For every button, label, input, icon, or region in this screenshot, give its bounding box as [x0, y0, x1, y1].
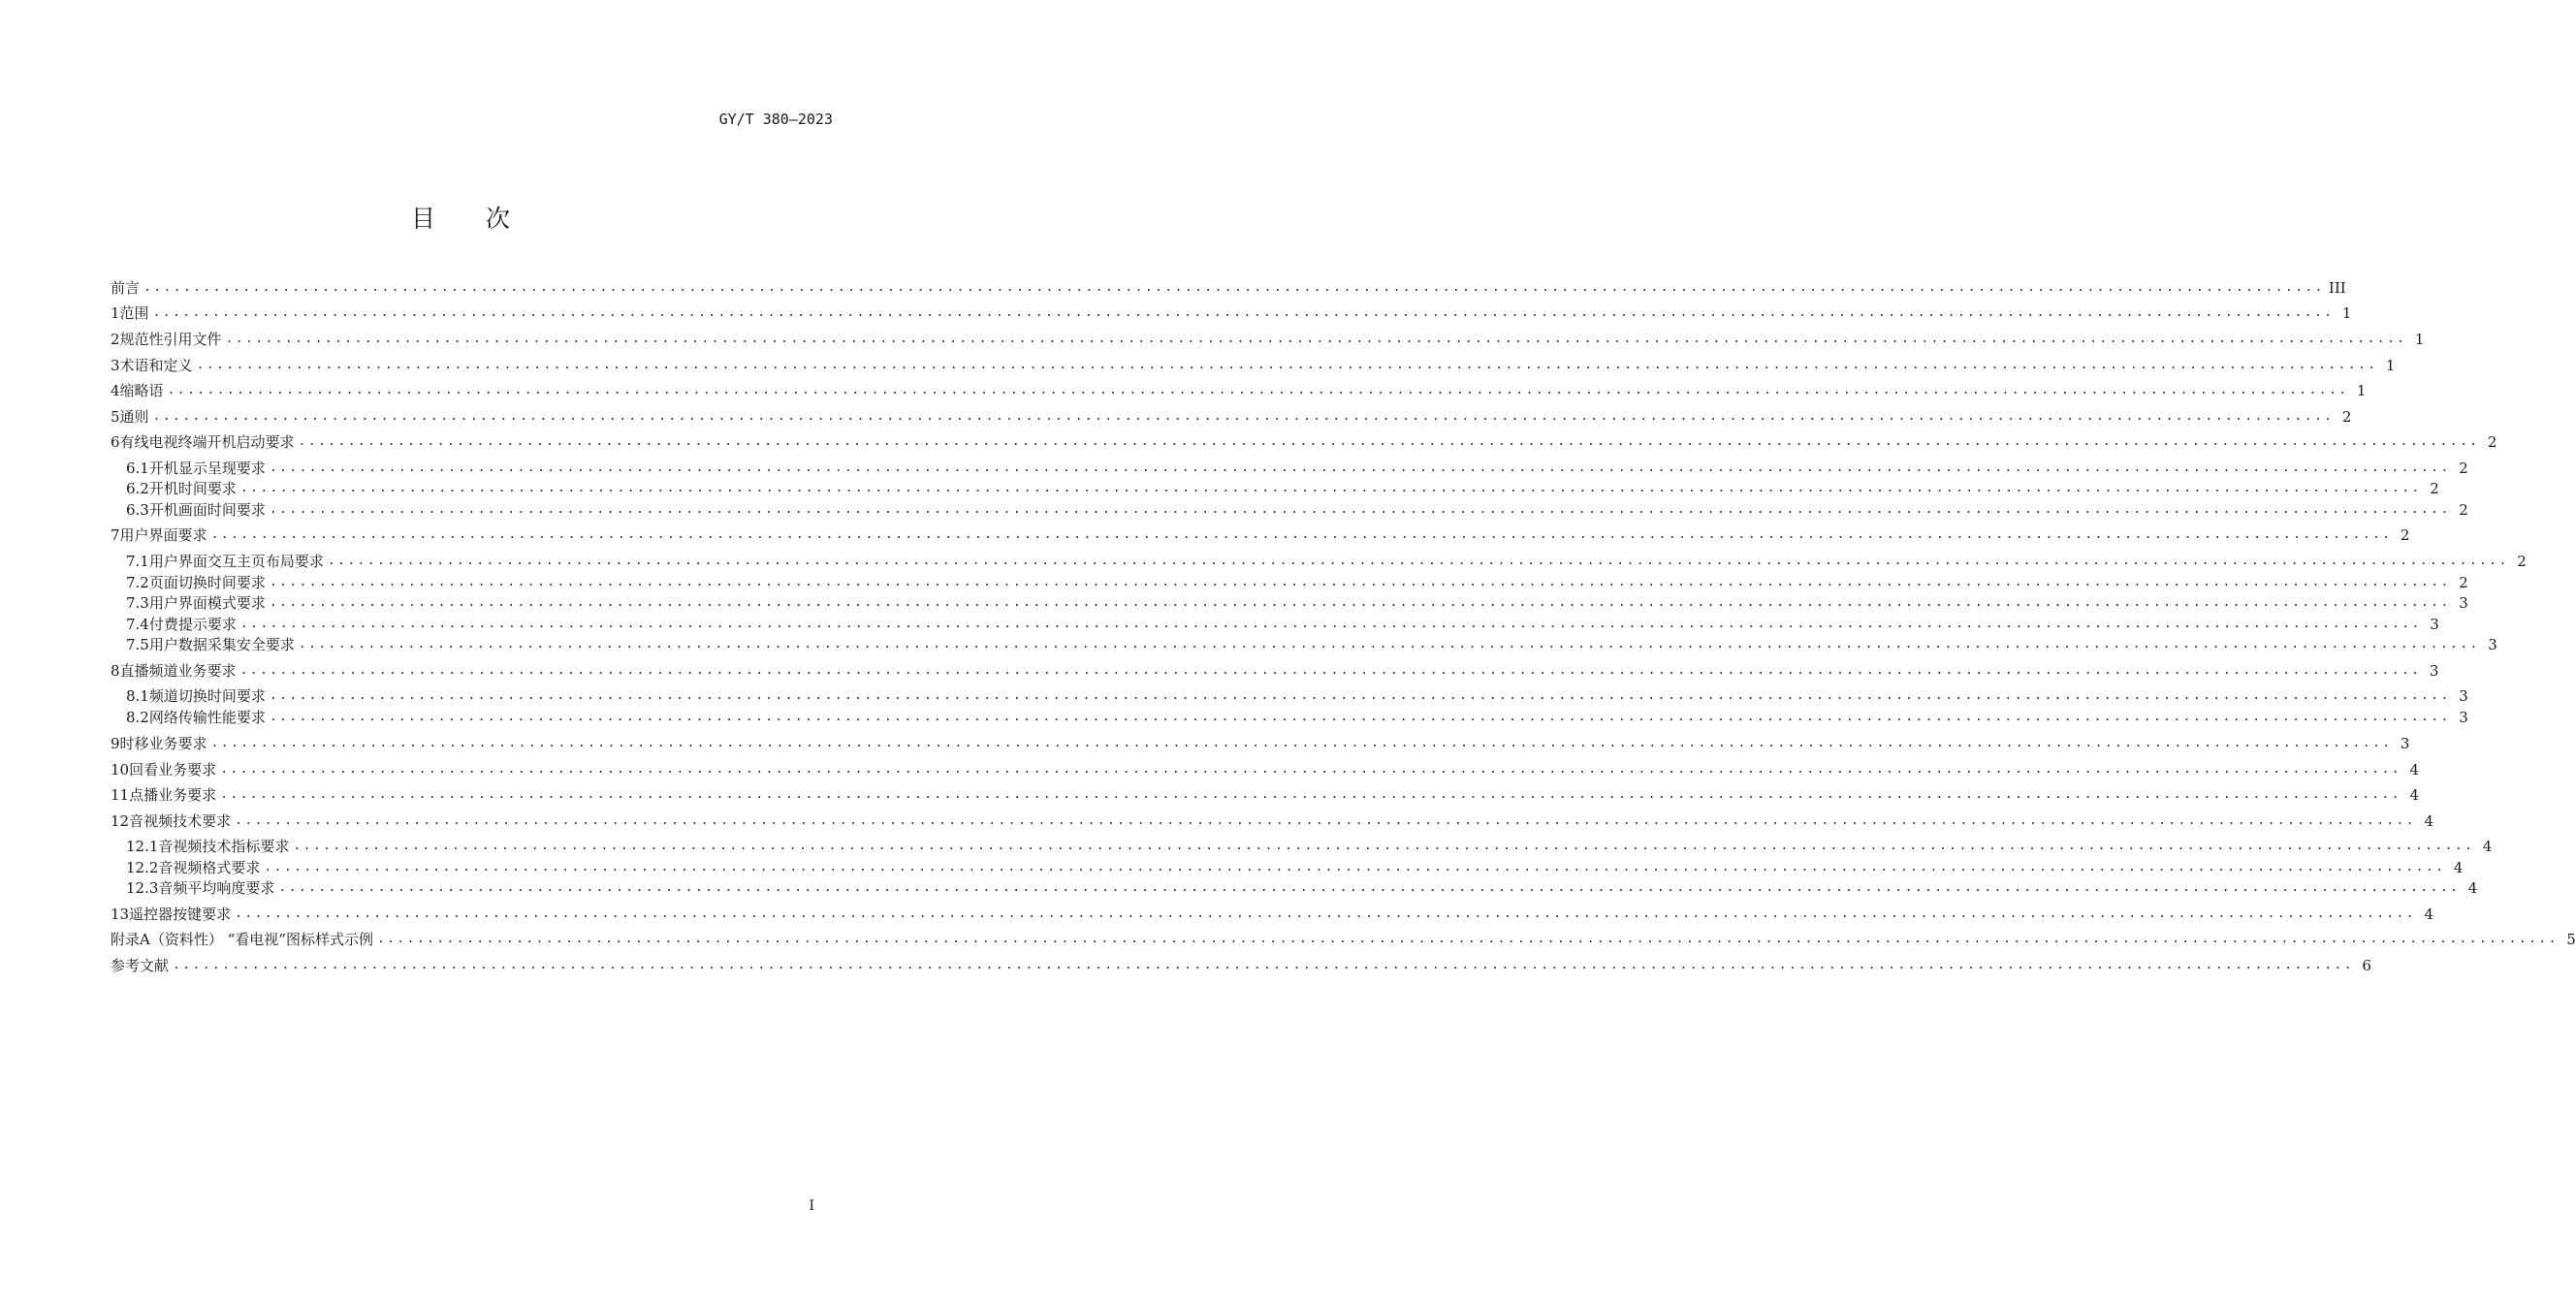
- toc-entry[interactable]: [111, 930, 2576, 949]
- toc-dot-leader: ............................................................................................................................................................................................................................: [269, 502, 2451, 517]
- page-title: 目 次: [411, 205, 531, 233]
- toc-entry-page: 5: [2566, 931, 2576, 948]
- toc-entry[interactable]: [111, 878, 2478, 898]
- toc-entry-label: 开机显示呈现要求: [148, 460, 266, 477]
- toc-entry-label: 音视频技术指标要求: [158, 838, 290, 855]
- toc-entry[interactable]: [111, 837, 2493, 856]
- toc-entry[interactable]: [111, 956, 2371, 975]
- toc-entry-label: 频道切换时间要求: [148, 687, 266, 705]
- toc-entry-page: 4: [2424, 812, 2433, 830]
- toc-entry-number: 8.1: [126, 687, 149, 705]
- toc-dot-leader: ............................................................................................................................................................................................................................: [239, 663, 2422, 678]
- toc-dot-leader: ............................................................................................................................................................................................................................: [269, 575, 2451, 589]
- toc-entry-page: 2: [2400, 526, 2410, 544]
- toc-dot-leader: ............................................................................................................................................................................................................................: [298, 637, 2480, 652]
- toc-entry-page: 4: [2409, 786, 2419, 804]
- toc-entry[interactable]: [111, 303, 2352, 323]
- toc-dot-leader: ............................................................................................................................................................................................................................: [143, 280, 2325, 295]
- toc-entry-number: 6.2: [126, 480, 149, 497]
- toc-dot-leader: ............................................................................................................................................................................................................................: [225, 332, 2407, 346]
- toc-entry[interactable]: [111, 635, 2497, 654]
- toc-entry-page: 3: [2400, 735, 2410, 752]
- toc-entry-label: 开机时间要求: [148, 480, 237, 497]
- toc-entry-page: 2: [2341, 408, 2352, 426]
- toc-entry-page: 4: [2467, 879, 2478, 897]
- toc-entry-page: 4: [2409, 761, 2419, 779]
- toc-entry-label: 音频平均响度要求: [158, 879, 275, 897]
- toc-entry-number: 8: [111, 662, 120, 680]
- toc-dot-leader: ............................................................................................................................................................................................................................: [152, 305, 2335, 320]
- toc-dot-leader: ............................................................................................................................................................................................................................: [278, 880, 2461, 895]
- toc-entry-label: 音视频格式要求: [158, 859, 261, 876]
- toc-entry-page: 1: [2341, 304, 2352, 322]
- toc-entry-label: 术语和定义: [119, 357, 193, 374]
- toc-entry-number: 12.3: [126, 879, 159, 897]
- toc-entry-number: 3: [111, 357, 120, 374]
- toc-dot-leader: ............................................................................................................................................................................................................................: [235, 813, 2416, 828]
- toc-entry-page: 2: [2459, 501, 2468, 519]
- toc-entry-label: 回看业务要求: [129, 761, 217, 779]
- toc-entry-page: 2: [2459, 574, 2468, 591]
- toc-dot-leader: ............................................................................................................................................................................................................................: [173, 958, 2354, 972]
- toc-entry-label: 点播业务要求: [129, 786, 217, 804]
- toc-entry-number: 7.5: [126, 636, 149, 653]
- toc-entry-page: 4: [2482, 838, 2493, 855]
- toc-entry[interactable]: [111, 905, 2433, 924]
- toc-entry-page: 2: [2517, 553, 2527, 570]
- toc-entry-page: 1: [2385, 357, 2396, 374]
- toc-entry-number: 7.3: [126, 594, 149, 612]
- footer-page-number: I: [809, 1198, 814, 1214]
- toc-entry-label: 附录A（资料性） “看电视”图标样式示例: [111, 931, 373, 948]
- toc-dot-leader: ............................................................................................................................................................................................................................: [327, 554, 2509, 568]
- toc-entry[interactable]: [111, 760, 2419, 779]
- toc-dot-leader: ............................................................................................................................................................................................................................: [269, 461, 2451, 475]
- toc-dot-leader: ............................................................................................................................................................................................................................: [196, 358, 2378, 372]
- toc-entry-number: 9: [111, 735, 120, 752]
- toc-entry-label: 用户界面要求: [119, 526, 207, 544]
- toc-entry[interactable]: [111, 500, 2468, 520]
- toc-entry-number: 5: [111, 408, 120, 426]
- toc-entry-label: 音视频技术要求: [129, 812, 232, 830]
- toc-entry-number: 6.1: [126, 460, 149, 477]
- toc-dot-leader: ............................................................................................................................................................................................................................: [152, 409, 2335, 424]
- toc-entry-page: 4: [2424, 906, 2433, 923]
- toc-entry-page: 3: [2459, 709, 2468, 726]
- toc-dot-leader: ............................................................................................................................................................................................................................: [298, 434, 2480, 449]
- toc-entry-page: 1: [2414, 331, 2425, 348]
- toc-entry-number: 7.2: [126, 574, 149, 591]
- toc-entry-number: 7.1: [126, 553, 149, 570]
- toc-dot-leader: ............................................................................................................................................................................................................................: [264, 860, 2446, 874]
- toc-entry-number: 12: [111, 812, 130, 830]
- toc-entry[interactable]: [111, 552, 2527, 571]
- toc-entry-number: 12.2: [126, 859, 159, 876]
- toc-entry-number: 2: [111, 331, 120, 348]
- toc-entry[interactable]: [111, 432, 2497, 452]
- toc-entry[interactable]: [111, 708, 2468, 727]
- toc-dot-leader: ............................................................................................................................................................................................................................: [269, 595, 2451, 610]
- toc-entry-page: 2: [2459, 460, 2468, 477]
- toc-entry-number: 1: [111, 304, 120, 322]
- toc-entry[interactable]: [111, 858, 2464, 877]
- toc-entry-label: 前言: [111, 279, 141, 297]
- toc-entry[interactable]: [111, 407, 2352, 427]
- toc-dot-leader: ............................................................................................................................................................................................................................: [220, 787, 2401, 802]
- toc-dot-leader: ............................................................................................................................................................................................................................: [269, 710, 2451, 724]
- toc-entry-page: 3: [2459, 594, 2468, 612]
- toc-entry-page: 1: [2356, 382, 2367, 399]
- toc-entry[interactable]: [111, 661, 2439, 681]
- toc-dot-leader: ............................................................................................................................................................................................................................: [235, 906, 2416, 921]
- toc-entry[interactable]: [111, 785, 2419, 805]
- toc-entry-label: 范围: [119, 304, 149, 322]
- toc-entry-label: 缩略语: [119, 382, 164, 399]
- toc-dot-leader: ............................................................................................................................................................................................................................: [210, 527, 2393, 542]
- toc-dot-leader: ............................................................................................................................................................................................................................: [269, 688, 2451, 703]
- toc-entry[interactable]: [111, 479, 2439, 498]
- toc-entry-label: 用户数据采集安全要求: [148, 636, 295, 653]
- toc-entry-label: 用户界面交互主页布局要求: [148, 553, 324, 570]
- toc-entry[interactable]: [111, 356, 2396, 375]
- toc-entry-label: 时移业务要求: [119, 735, 207, 752]
- toc-entry-page: 6: [2362, 957, 2371, 974]
- toc-entry-number: 7.4: [126, 616, 149, 633]
- toc-entry-label: 页面切换时间要求: [148, 574, 266, 591]
- toc-dot-leader: ............................................................................................................................................................................................................................: [293, 839, 2475, 853]
- toc-entry-page: 3: [2430, 616, 2439, 633]
- toc-entry-label: 遥控器按键要求: [129, 906, 232, 923]
- toc-entry-number: 7: [111, 526, 120, 544]
- toc-entry-label: 参考文献: [111, 957, 170, 974]
- toc-entry[interactable]: [111, 686, 2468, 706]
- toc-entry[interactable]: [111, 593, 2468, 613]
- toc-entry-number: 11: [111, 786, 130, 804]
- toc-dot-leader: ............................................................................................................................................................................................................................: [220, 762, 2401, 777]
- toc-entry-page: III: [2328, 279, 2346, 297]
- toc-entry[interactable]: [111, 330, 2425, 349]
- toc-entry-number: 13: [111, 906, 130, 923]
- toc-entry-label: 网络传输性能要求: [148, 709, 266, 726]
- toc-entry[interactable]: [111, 278, 2346, 298]
- toc-dot-leader: ............................................................................................................................................................................................................................: [210, 736, 2393, 750]
- toc-entry-label: 直播频道业务要求: [119, 662, 237, 680]
- toc-entry-label: 规范性引用文件: [119, 331, 222, 348]
- toc-dot-leader: ............................................................................................................................................................................................................................: [239, 481, 2422, 495]
- toc-entry-page: 3: [2459, 687, 2468, 705]
- toc-entry-label: 用户界面模式要求: [148, 594, 266, 612]
- toc-entry-page: 3: [2488, 636, 2497, 653]
- toc-entry-number: 4: [111, 382, 120, 399]
- toc-entry-label: 通则: [119, 408, 149, 426]
- toc-entry[interactable]: [111, 525, 2410, 545]
- toc-dot-leader: ............................................................................................................................................................................................................................: [167, 383, 2349, 397]
- toc-entry[interactable]: [111, 734, 2410, 753]
- toc-entry[interactable]: [111, 459, 2468, 478]
- toc-entry[interactable]: [111, 811, 2433, 831]
- toc-entry-number: 8.2: [126, 709, 149, 726]
- toc-entry-label: 付费提示要求: [148, 616, 237, 633]
- toc-entry[interactable]: [111, 573, 2468, 592]
- toc-entry-number: 6.3: [126, 501, 149, 519]
- toc-entry[interactable]: [111, 381, 2367, 400]
- toc-entry-page: 2: [2430, 480, 2439, 497]
- toc-entry-page: 4: [2453, 859, 2464, 876]
- toc-entry-number: 12.1: [126, 838, 159, 855]
- toc-entry[interactable]: [111, 615, 2439, 634]
- toc-dot-leader: ............................................................................................................................................................................................................................: [239, 617, 2422, 631]
- toc-entry-page: 3: [2429, 662, 2439, 680]
- toc-entry-label: 开机画面时间要求: [148, 501, 266, 519]
- toc-entry-number: 6: [111, 433, 120, 451]
- toc-entry-label: 有线电视终端开机启动要求: [119, 433, 295, 451]
- toc-entry-page: 2: [2487, 433, 2497, 451]
- standard-code: GY/T 380—2023: [718, 111, 833, 128]
- toc-entry-number: 10: [111, 761, 130, 779]
- toc-dot-leader: ............................................................................................................................................................................................................................: [376, 932, 2559, 946]
